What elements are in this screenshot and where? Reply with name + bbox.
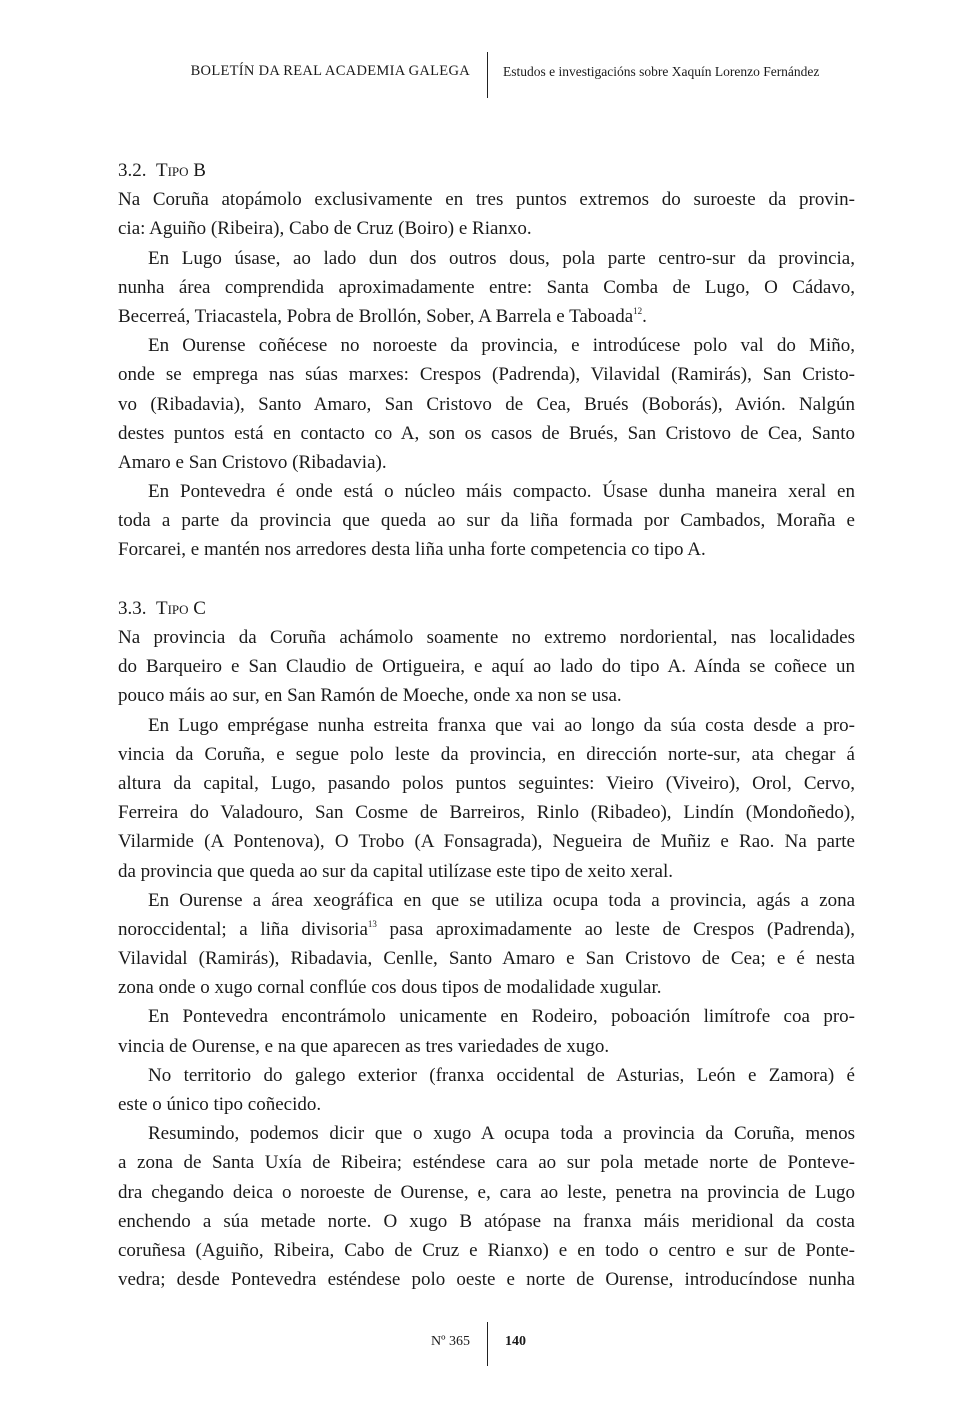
text-line	[118, 944, 855, 973]
text-line	[118, 915, 855, 944]
page-body	[118, 156, 855, 1294]
line-text: pouco máis ao sur, en San Ramón de Moeche, onde xa non se usa.	[118, 685, 622, 707]
line-text: vedra; desde Pontevedra esténdese polo oeste e norte de Ourense, introducíndose nunha	[118, 1269, 855, 1291]
line-text: En Lugo úsase, ao lado dun dos outros dous, pola parte centro-sur da provincia,	[148, 247, 855, 269]
line-text: destes puntos está en contacto co A, son os casos de Brués, San Cristovo de Cea, Santo	[118, 422, 855, 444]
line-text: Resumindo, podemos dicir que o xugo A ocupa toda a provincia da Coruña, menos	[148, 1123, 855, 1145]
line-text: altura da capital, Lugo, pasando polos puntos seguintes: Vieiro (Viveiro), Orol, Cervo,	[118, 772, 855, 794]
line-text: Forcarei, e mantén nos arredores desta liña unha forte competencia co tipo A.	[118, 539, 706, 561]
paragraph	[118, 1061, 855, 1119]
text-line	[118, 1178, 855, 1207]
line-text: onde se emprega nas súas marxes: Crespos (Padrenda), Vilavidal (Ramirás), San Cristo-	[118, 364, 855, 386]
text-line	[118, 1207, 855, 1236]
line-text: Vilavidal (Ramirás), Ribadavia, Cenlle, Santo Amaro e San Cristovo de Cea; e é nesta	[118, 948, 855, 970]
line-text: vincia de Ourense, e na que aparecen as tres variedades de xugo.	[118, 1035, 610, 1057]
text-line	[118, 1148, 855, 1177]
text-line	[118, 331, 855, 360]
section-heading	[118, 594, 855, 623]
section-number: 3.3.	[118, 597, 147, 619]
line-text: da provincia que queda ao sur da capital utilízase este tipo de xeito xeral.	[118, 860, 674, 882]
section-heading	[118, 156, 855, 185]
line-text: En Pontevedra encontrámolo unicamente en Rodeiro, poboación limítrofe coa pro-	[148, 1006, 855, 1028]
line-text: En Lugo emprégase nunha estreita franxa que vai ao longo da súa costa desde a pro-	[148, 714, 855, 736]
footer-divider	[487, 1322, 488, 1366]
text-line	[118, 857, 855, 886]
line-text-continued: pasa aproximadamente ao leste de Crespos (Padrenda),	[376, 918, 855, 940]
line-text: En Pontevedra é onde está o núcleo máis compacto. Úsase dunha maneira xeral en	[148, 481, 855, 503]
text-line	[118, 652, 855, 681]
section-gap	[118, 565, 855, 594]
line-text: En Ourense a área xeográfica en que se utiliza ocupa toda a provincia, agás a zona	[148, 889, 855, 911]
running-header-section: Estudos e investigacións sobre Xaquín Lorenzo Fernández	[503, 64, 820, 79]
line-text: vo (Ribadavia), Santo Amaro, San Cristovo de Cea, Brués (Boborás), Avión. Nalgún	[118, 393, 855, 415]
paragraph	[118, 185, 855, 243]
line-text: Amaro e San Cristovo (Ribadavia).	[118, 451, 387, 473]
section-title: Tipo B	[156, 160, 206, 181]
line-text: dra chegando deica o noroeste de Ourense, e, cara ao leste, penetra na provincia de Lugo	[118, 1181, 855, 1203]
text-line	[118, 390, 855, 419]
line-text: toda a parte da provincia que queda ao sur da liña formada por Cambados, Moraña e	[118, 510, 855, 532]
text-line	[118, 419, 855, 448]
line-text: No territorio do galego exterior (franxa occidental de Asturias, León e Zamora) é	[148, 1064, 855, 1086]
paragraph	[118, 1002, 855, 1060]
text-line	[118, 681, 855, 710]
paragraph	[118, 477, 855, 565]
text-line	[118, 1061, 855, 1090]
text-line	[118, 302, 855, 331]
line-text: nunha área comprendida aproximadamente entre: Santa Comba de Lugo, O Cádavo,	[118, 276, 855, 298]
text-line	[118, 973, 855, 1002]
paragraph	[118, 244, 855, 332]
text-line	[118, 886, 855, 915]
text-line	[118, 798, 855, 827]
line-text-continued: .	[642, 305, 647, 327]
text-line	[118, 1002, 855, 1031]
line-text: noroccidental; a liña divisoria	[118, 918, 368, 940]
line-text: Becerreá, Triacastela, Pobra de Brollón, Sober, A Barrela e Taboada	[118, 305, 634, 327]
line-text: En Ourense coñécese no noroeste da provincia, e introdúcese polo val do Miño,	[148, 335, 855, 357]
text-line	[118, 448, 855, 477]
line-text: a zona de Santa Uxía de Ribeira; esténdese cara ao sur pola metade norte de Ponteve-	[118, 1152, 855, 1174]
line-text: vincia da Coruña, e segue polo leste da provincia, en dirección norte-sur, ata chegar á	[118, 743, 855, 765]
text-line	[118, 623, 855, 652]
paragraph	[118, 623, 855, 711]
paragraph	[118, 331, 855, 477]
line-text: do Barqueiro e San Claudio de Ortigueira, e aquí ao lado do tipo A. Aínda se coñece un	[118, 656, 855, 678]
text-line	[118, 477, 855, 506]
section-title: Tipo C	[156, 597, 206, 619]
text-line	[118, 1032, 855, 1061]
text-line	[118, 185, 855, 214]
section-number: 3.2.	[118, 160, 147, 181]
line-text: Na provincia da Coruña achámolo soamente no extremo nordoriental, nas localidades	[118, 627, 855, 648]
text-line	[118, 360, 855, 389]
text-line	[118, 711, 855, 740]
line-text: Vilarmide (A Pontenova), O Trobo (A Fonsagrada), Negueira de Muñiz e Rao. Na parte	[118, 831, 855, 853]
line-text: zona onde o xugo cornal conflúe cos dous tipos de modalidade xugular.	[118, 977, 662, 999]
text-line	[118, 1265, 855, 1294]
line-text: cia: Aguiño (Ribeira), Cabo de Cruz (Boiro) e Rianxo.	[118, 218, 532, 240]
page-number: 140	[505, 1334, 526, 1349]
paragraph	[118, 886, 855, 1003]
text-line	[118, 1119, 855, 1148]
text-line	[118, 1236, 855, 1265]
line-text: coruñesa (Aguiño, Ribeira, Cabo de Cruz e Rianxo) e en todo o centro e sur de Ponte-	[118, 1239, 855, 1261]
text-line	[118, 1090, 855, 1119]
text-line	[118, 506, 855, 535]
header-divider	[487, 52, 488, 98]
running-header-journal: BOLETÍN DA REAL ACADEMIA GALEGA	[190, 63, 470, 79]
line-text: Ferreira do Valadouro, San Cosme de Barreiros, Rinlo (Ribadeo), Lindín (Mondoñedo),	[118, 802, 855, 824]
footnote-reference: 13	[367, 918, 377, 929]
text-line	[118, 769, 855, 798]
line-text: enchendo a súa metade norte. O xugo B atópase na franxa máis meridional da costa	[118, 1210, 855, 1232]
paragraph	[118, 711, 855, 886]
footnote-reference: 12	[633, 305, 643, 316]
line-text: este o único tipo coñecido.	[118, 1094, 322, 1115]
text-line	[118, 244, 855, 273]
text-line	[118, 827, 855, 856]
text-line	[118, 214, 855, 243]
text-line	[118, 273, 855, 302]
text-line	[118, 535, 855, 564]
text-line	[118, 740, 855, 769]
footer-issue-number: Nº 365	[431, 1334, 470, 1349]
paragraph	[118, 1119, 855, 1294]
line-text: Na Coruña atopámolo exclusivamente en tres puntos extremos do suroeste da provin-	[118, 189, 855, 211]
